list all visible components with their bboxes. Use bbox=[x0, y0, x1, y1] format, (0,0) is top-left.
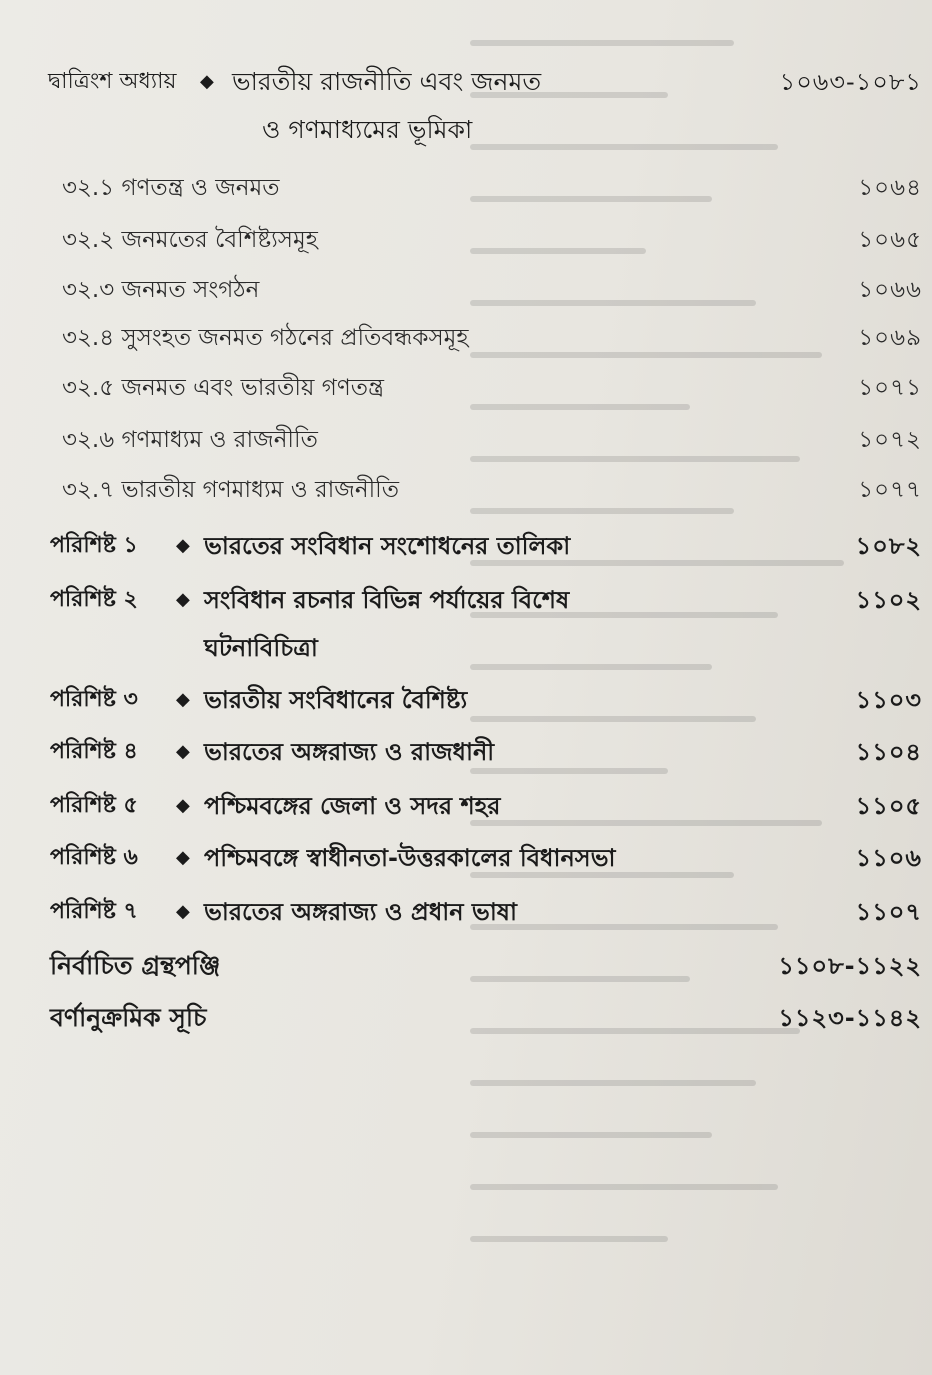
bibliography-title: নির্বাচিত গ্রন্থপঞ্জি bbox=[50, 951, 221, 980]
appendix-page: ১১০৬ bbox=[855, 844, 922, 872]
appendix-label: পরিশিষ্ট ২ bbox=[50, 587, 138, 612]
appendix-title: ভারতের অঙ্গরাজ্য ও প্রধান ভাষা bbox=[204, 898, 517, 926]
section-title: ৩২.১ গণতন্ত্র ও জনমত bbox=[62, 175, 280, 201]
appendix-page: ১১০৫ bbox=[855, 792, 922, 820]
diamond-icon: ◆ bbox=[176, 741, 190, 762]
appendix-title: ভারতের সংবিধান সংশোধনের তালিকা bbox=[204, 532, 571, 560]
appendix-title: ভারতীয় সংবিধানের বৈশিষ্ট্য bbox=[204, 686, 468, 714]
chapter-title-line2: ও গণমাধ্যমের ভূমিকা bbox=[262, 115, 473, 144]
appendix-page: ১১০৩ bbox=[855, 686, 922, 714]
appendix-page: ১০৮২ bbox=[855, 532, 922, 560]
diamond-icon: ◆ bbox=[176, 535, 190, 556]
section-title: ৩২.৫ জনমত এবং ভারতীয় গণতন্ত্র bbox=[62, 375, 384, 401]
index-title: বর্ণানুক্রমিক সূচি bbox=[50, 1003, 207, 1032]
section-page: ১০৬৫ bbox=[858, 227, 922, 253]
section-page: ১০৭৭ bbox=[858, 477, 922, 503]
diamond-icon: ◆ bbox=[176, 589, 190, 610]
appendix-title-line2: ঘটনাবিচিত্রা bbox=[204, 634, 318, 662]
section-title: ৩২.৩ জনমত সংগঠন bbox=[62, 277, 260, 303]
appendix-title: সংবিধান রচনার বিভিন্ন পর্যায়ের বিশেষ bbox=[204, 586, 570, 614]
section-page: ১০৭২ bbox=[858, 427, 922, 453]
index-pages: ১১২৩-১১৪২ bbox=[778, 1004, 922, 1032]
appendix-label: পরিশিষ্ট ৩ bbox=[50, 687, 138, 712]
appendix-title: ভারতের অঙ্গরাজ্য ও রাজধানী bbox=[204, 738, 495, 766]
bleed-through-text bbox=[470, 40, 910, 1340]
appendix-label: পরিশিষ্ট ৭ bbox=[50, 899, 138, 924]
chapter-pages: ১০৬৩-১০৮১ bbox=[779, 68, 922, 96]
appendix-page: ১১০৭ bbox=[855, 898, 922, 926]
section-title: ৩২.৬ গণমাধ্যম ও রাজনীতি bbox=[62, 427, 318, 453]
appendix-title: পশ্চিমবঙ্গে স্বাধীনতা-উত্তরকালের বিধানসভা bbox=[204, 844, 616, 872]
appendix-page: ১১০২ bbox=[855, 586, 922, 614]
appendix-title: পশ্চিমবঙ্গের জেলা ও সদর শহর bbox=[204, 792, 501, 820]
section-page: ১০৬৪ bbox=[858, 175, 922, 201]
appendix-label: পরিশিষ্ট ১ bbox=[50, 533, 138, 558]
diamond-icon: ◆ bbox=[176, 901, 190, 922]
appendix-label: পরিশিষ্ট ৬ bbox=[50, 845, 138, 870]
appendix-label: পরিশিষ্ট ৫ bbox=[50, 793, 138, 818]
diamond-icon: ◆ bbox=[176, 847, 190, 868]
diamond-icon: ◆ bbox=[200, 71, 214, 92]
appendix-label: পরিশিষ্ট ৪ bbox=[50, 739, 138, 764]
section-page: ১০৭১ bbox=[858, 375, 922, 401]
section-title: ৩২.৪ সুসংহত জনমত গঠনের প্রতিবন্ধকসমূহ bbox=[62, 325, 469, 351]
section-title: ৩২.২ জনমতের বৈশিষ্ট্যসমূহ bbox=[62, 227, 318, 253]
diamond-icon: ◆ bbox=[176, 689, 190, 710]
chapter-title-line1: ভারতীয় রাজনীতি এবং জনমত bbox=[232, 67, 542, 96]
section-page: ১০৬৬ bbox=[858, 277, 922, 303]
chapter-label: দ্বাত্রিংশ অধ্যায় bbox=[48, 69, 177, 94]
section-title: ৩২.৭ ভারতীয় গণমাধ্যম ও রাজনীতি bbox=[62, 477, 399, 503]
appendix-page: ১১০৪ bbox=[855, 738, 922, 766]
diamond-icon: ◆ bbox=[176, 795, 190, 816]
bibliography-pages: ১১০৮-১১২২ bbox=[778, 952, 922, 980]
section-page: ১০৬৯ bbox=[858, 325, 922, 351]
